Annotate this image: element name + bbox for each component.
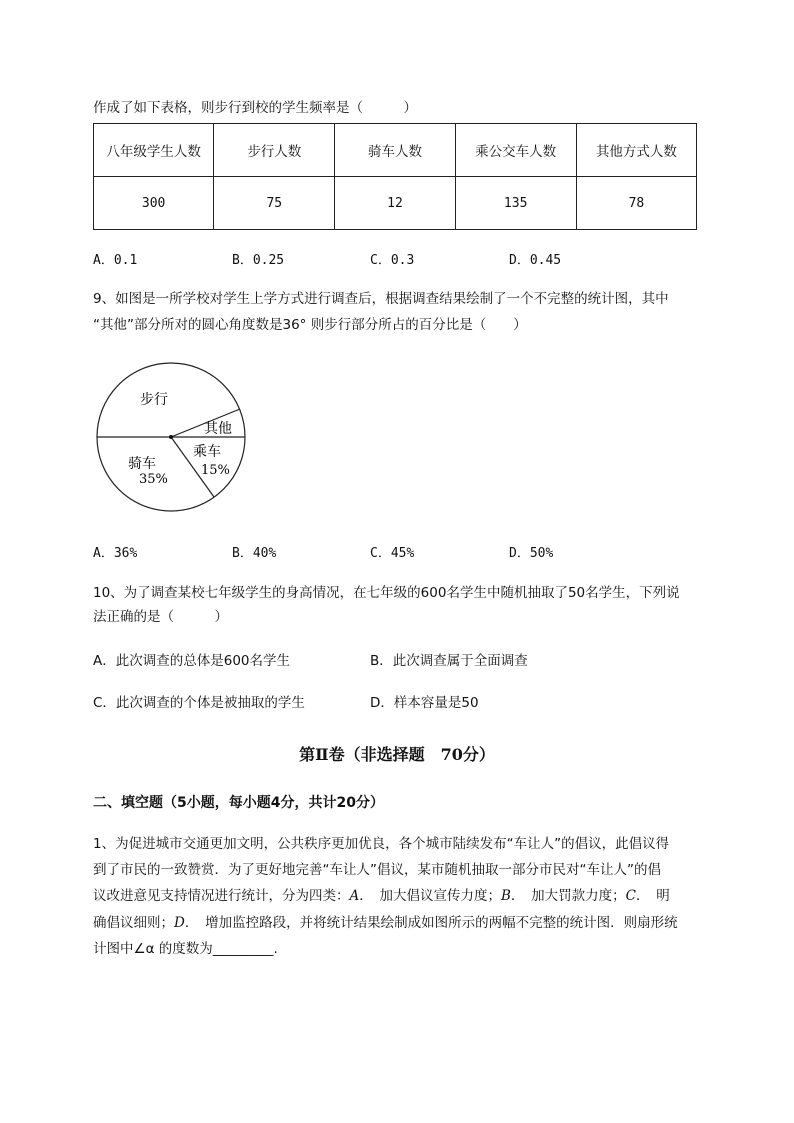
q10-option-a: A．此次调查的总体是600名学生 [93, 653, 291, 669]
q8-table [93, 123, 697, 230]
q9-option-c: C．45% [370, 546, 415, 561]
f1-option-label-d: D [174, 915, 185, 931]
table-cell: 135 [455, 177, 576, 230]
f1-line3-text-b: ． 加大倡议宣传力度； [359, 888, 501, 904]
table-header-cell: 乘公交车人数 [455, 124, 576, 177]
q8-option-c: C．0.3 [370, 253, 415, 268]
f1-option-label-c: C [625, 888, 637, 904]
f1-line1: 1、为促进城市交通更加文明，公共秩序更加优良，各个城市陆续发布“车让人”的倡议，此倡议得 [93, 836, 670, 852]
table-cell: 78 [576, 177, 696, 230]
pie-label-bike: 骑车 [128, 456, 156, 472]
table-header-cell: 其他方式人数 [576, 124, 696, 177]
f1-line3-text-d: ． 明 [636, 888, 670, 904]
q10-stem-line2: 法正确的是（ ） [93, 609, 228, 625]
q9-option-d: D．50% [509, 546, 554, 561]
q8-option-d: D．0.45 [509, 253, 562, 268]
pie-label-bus-pct: 15% [201, 463, 230, 478]
pie-label-bus: 乘车 [193, 444, 221, 460]
table-cell: 12 [335, 177, 455, 230]
q9-pie-chart [90, 360, 260, 520]
section-subtitle: 二、填空题（5小题，每小题4分，共计20分） [93, 795, 384, 811]
q9-stem-line1: 9、如图是一所学校对学生上学方式进行调查后，根据调查结果绘制了一个不完整的统计图，其中 [93, 291, 669, 307]
table-cell: 75 [214, 177, 335, 230]
f1-line4-text-b: ． 增加监控路段，并将统计结果绘制成如图所示的两幅不完整的统计图．则扇形统 [184, 915, 678, 931]
table-cell: 300 [94, 177, 214, 230]
q8-option-b: B．0.25 [232, 253, 285, 268]
pie-center-dot [169, 435, 173, 439]
f1-line3 [93, 886, 670, 906]
f1-line2: 到了市民的一致赞赏．为了更好地完善“车让人”倡议，某市随机抽取一部分市民对“车让人”的倡 [93, 862, 661, 878]
pie-label-other: 其他 [204, 421, 232, 437]
section-title: 第Ⅱ卷（非选择题 70分） [299, 745, 495, 764]
f1-line3-text-a: 议改进意见支持情况进行统计，分为四类： [93, 888, 350, 904]
q9-stem-line2: “其他”部分所对的圆心角度数是36° 则步行部分所占的百分比是（ ） [93, 317, 527, 333]
q9-option-b: B．40% [232, 546, 277, 561]
f1-line5: 计图中∠α 的度数为_________. [93, 941, 278, 957]
pie-label-walk: 步行 [140, 392, 168, 408]
q10-option-b: B．此次调查属于全面调查 [370, 653, 528, 669]
table-header-cell: 步行人数 [214, 124, 335, 177]
pie-label-bike-pct: 35% [139, 472, 168, 487]
q8-option-a: A．0.1 [93, 253, 138, 268]
f1-option-label-b: B [501, 888, 511, 904]
q10-stem-line1: 10、为了调查某校七年级学生的身高情况，在七年级的600名学生中随机抽取了50名学生，下列说 [93, 585, 680, 601]
q10-option-c: C．此次调查的个体是被抽取的学生 [93, 695, 305, 711]
table-header-cell: 骑车人数 [335, 124, 455, 177]
table-row [94, 177, 697, 230]
f1-option-label-a: A [349, 888, 360, 904]
q8-stem: 作成了如下表格，则步行到校的学生频率是（ ） [93, 100, 417, 116]
q10-option-d: D．样本容量是50 [370, 695, 479, 711]
f1-line4 [93, 913, 678, 933]
table-header-cell: 八年级学生人数 [94, 124, 214, 177]
f1-line4-text-a: 确倡议细则； [93, 915, 174, 931]
q9-option-a: A．36% [93, 546, 138, 561]
f1-line3-text-c: ． 加大罚款力度； [510, 888, 626, 904]
table-header-row [94, 124, 697, 177]
